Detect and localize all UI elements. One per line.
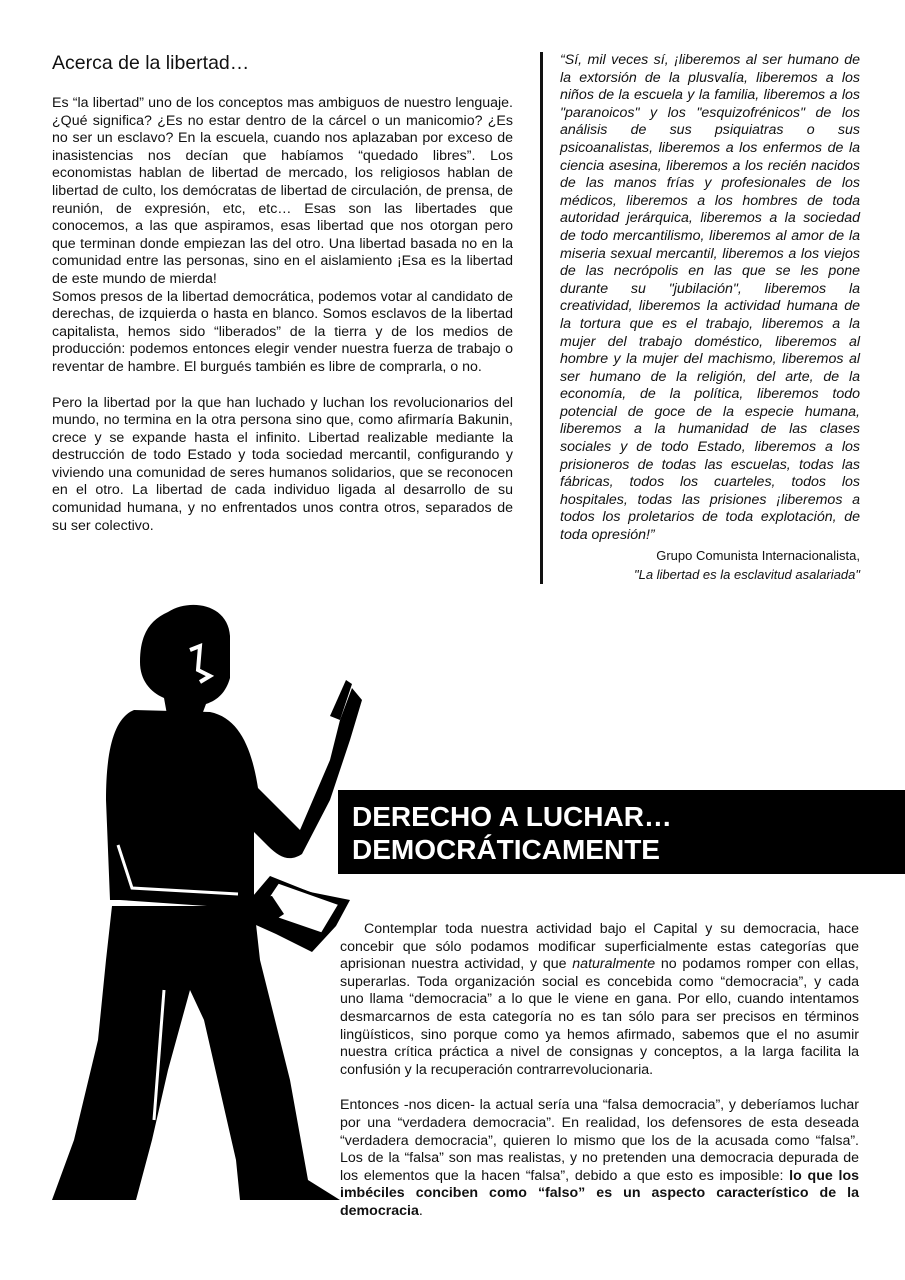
quote-work: "La libertad es la esclavitud asalariada" [633,566,860,582]
left-column [52,52,513,535]
banner-title [338,790,905,866]
paragraph-2: Somos presos de la libertad democrática, podemos votar al candidato de derechas, de izquierda o hasta en blanco. Somos esclavos de la libertad capitalista, hemos sido “liberados” de la tierra y de los medios de producción: podemos entonces elegir vender nuestra fuerza de trabajo o reventar de hambre. El burgués también es libre de comprarla, o no. [52,288,513,375]
figure-illustration [40,600,380,1210]
quote-rule [540,52,543,584]
article-p1-text-a: Contemplar toda nuestra actividad bajo el Capital y su democracia, hace concebir que sólo podamos modificar superficialmente estas categorías que aprisionan nuestra actividad, y que [340,921,859,973]
paragraph-3: Pero la libertad por la que han luchado y luchan los revolucionarios del mundo, no termina en la otra persona sino que, como afirmaría Bakunin, crece y se expande hasta el infinito. Libertad realizable mediante la destrucción de todo Estado y toda sociedad mercantil, configurando y viviendo una comunidad de seres humanos solidarios, que se reconocen en el otro. La libertad de cada individuo ligada al desarrollo de su comunidad humana, y no enfrentados unos contra otros, separados de su ser colectivo. [52,394,513,534]
article-p2-bold: lo que los imbéciles conciben como “falso” es un aspecto característico de la democracia [340,1167,860,1219]
article-p1-text-b: no podamos romper con ellas, superarlas. Toda organización social es concebida como “democracia”, y cada uno llama “democracia” a lo que le viene en gana. Por ello, cuando intentamos desmarcarnos de esta categoría no es tan sólo para ser precisos en términos lingüísticos, sino porque como ya hemos afirmado, sabemos que el no asumir nuestra crítica práctica a nivel de consignas y conceptos, a la larga facilita la confusión y la recuperación contrarrevolucionaria. [340,956,859,1078]
quote-block [540,52,860,583]
article-p1-emphasis: naturalmente [572,956,656,973]
paragraph-1: Es “la libertad” uno de los conceptos mas ambiguos de nuestro lenguaje. ¿Qué significa? ¿Es no estar dentro de la cárcel o un manicomio? ¿Es no ser un esclavo? En la escuela, cuando nos aplazaban por exceso de inasistencias nos decían que habíamos “quedado libres”. Los economistas hablan de libertad de mercado, los religiosos hablan de libertad de culto, los demócratas de libertad de circulación, de prensa, de reunión, de expresión, etc, etc… Esas son las libertades que conocemos, a las que aspiramos, esas libertad que nos otorgan pero que terminan donde empiezan las del otro. Una libertad basada no en la comunidad entre las personas, sino en el aislamiento ¡Esa es la libertad de este mundo de mierda! [52,95,513,287]
banner-line-2: DEMOCRÁTICAMENTE [352,834,660,865]
banner-line-1: DERECHO A LUCHAR… [352,801,672,832]
article-p2-end: . [418,1202,423,1219]
section-heading: Acerca de la libertad… [52,52,250,74]
title-banner [338,790,905,874]
quote-author: Grupo Comunista Internacionalista, [656,547,860,563]
article-paragraph-2 [340,1097,859,1220]
article-p2-text-a: Entonces -nos dicen- la actual sería una “falsa democracia”, y deberíamos luchar por una “verdadera democracia”. En realidad, los defensores de esta deseada “verdadera democracia”, quieren lo mismo que los de la acusada como “falsa”. Los de la “falsa” son mas realistas, y no pretenden una democracia depurada de los elementos que la hacen “falsa”, debido a que esto es imposible: [340,1097,859,1184]
quote-text: “Sí, mil veces sí, ¡liberemos al ser humano de la extorsión de la plusvalía, liberemos a los niños de la escuela y la familia, liberemos a los "paranoicos" y los "esquizofrénicos" de los análisis de sus psiquiatras o sus psicoanalistas, liberemos a los enfermos de la ciencia asesina, liberemos a los recién nacidos de las manos frías y profesionales de los médicos, liberemos a los hombres de toda autoridad jerárquica, liberemos a la sociedad de todo mercantilismo, liberemos al amor de la miseria sexual mercantil, liberemos a los viejos de las necrópolis en las que se les pone durante su "jubilación", liberemos la creatividad, liberemos la actividad humana de la tortura que es el trabajo, liberemos a la mujer del trabajo doméstico, liberemos al hombre y la mujer del machismo, liberemos al ser humano de la religión, del arte, de la economía, de la política, liberemos todo potencial de goce de la especie humana, liberemos a la humanidad de las clases sociales y de todo Estado, liberemos a los prisioneros de todas las escuelas, todas las fábricas, todos los cuarteles, todos los hospitales, todas las prisiones ¡liberemos a todos los proletarios de toda explotación, de toda opresión!” [560,52,860,544]
article-paragraph-1 [340,921,859,1079]
article-body [340,921,859,1221]
